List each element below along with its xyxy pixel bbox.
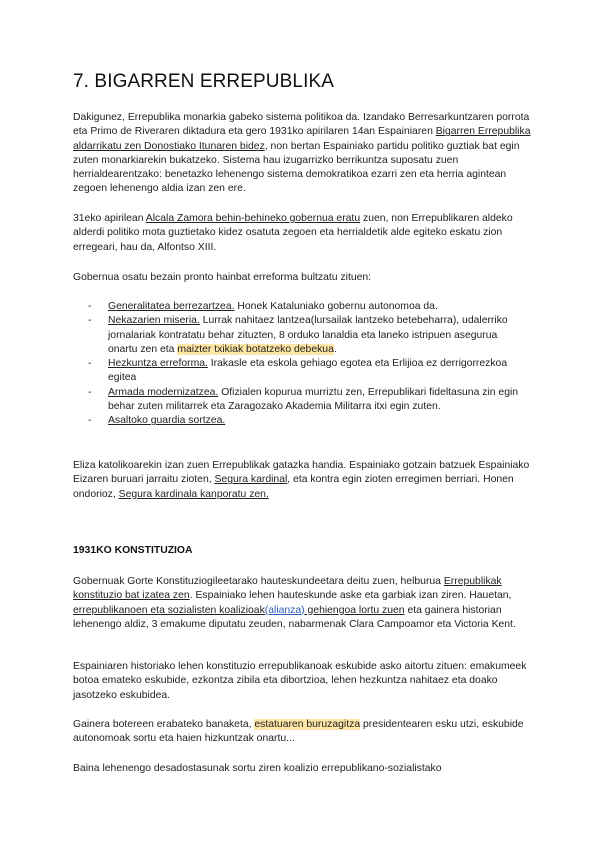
list-item [88,386,528,415]
paragraph-text: , non bertan Espainiako partidu politiko guztiak bat egin zuten monarkiarekin bukatzeko. Sistema hau izugarrizko berrikuntza suposatu zuen herrialdearentzako: benetazko lehenengo sistema demokratikoa ezarri zen eta herria agintean zegoen lehenengo aldia izan zen ere. [73,140,520,195]
paragraph-constitution [73,575,535,632]
list-item-heading: Generalitatea berrezartzea. [108,301,235,312]
paragraph-text: presidentearen esku utzi, eskubide autonomoak sortu eta haien hizkuntzak onartu... [73,719,524,745]
list-item [88,300,528,314]
section-heading: 1931KO KONSTITUZIOA [73,545,193,556]
paragraph-text: . Espainiako lehen hauteskunde aske eta garbiak izan ziren. Hauetan, [189,590,512,602]
list-item-text: Lurrak nahitaez lantzea(lursailak lantzeko betebeharra), udalerriko jornalariak kontratatu behar zituzten, 8 orduko lanaldia eta laneko istripuen asegurua onartu zen eta [108,315,508,355]
list-item-text: Honek Kataluniako gobernu autonomoa da. [234,301,438,312]
paragraph-intro [73,111,535,197]
underlined-text: Segura kardinal [214,474,288,486]
list-item [88,414,528,428]
paragraph-text: 31eko apirilean [73,213,146,224]
underlined-text: gehiengoa lortu zuen [304,604,405,616]
paragraph-text: Gobernuak Gorte Konstituziogileetarako hauteskundeetara deitu zuen, helburua [73,576,444,587]
list-dash: - [88,301,92,312]
paragraph-text: Dakigunez, Errepublika monarkia gabeko sistema politikoa da. Izandako Berresarkuntzaren porrota eta Primo de Riveraren diktadura eta gero 1931ko apirilaren 14an Espainiaren [73,112,530,138]
highlighted-text: maizter txikiak botatzeko debekua [177,343,334,355]
paragraph-powers [73,718,535,747]
list-item-heading: Hezkuntza erreforma. [108,358,208,370]
paragraph-reforms-intro: Gobernua osatu bezain pronto hainbat erreforma bultzatu zituen: [73,272,372,283]
underlined-text: errepublikanoen eta sozialisten koalizioak [73,604,265,616]
paragraph-text: , eta kontra egin zioten erregimen berriari. Honen ondorioz, [73,474,514,500]
list-item-text: Irakasle eta eskola gehiago egotea eta Erlijioa ez derrigorrezkoa egitea [108,358,508,384]
list-item-text: . [333,343,337,355]
list-item-heading: Armada modernizatzea. [108,386,219,398]
list-item [88,314,528,357]
underlined-text: Errepublikak konstituzio bat izatea zen [73,576,502,602]
list-item-text: Ofizialen kopurua murriztu zen, Errepublikari fideltasuna zin egin behar zuten militarrek eta Zaragozako Akademia Militarra itxi egin zuten. [108,386,519,413]
page-title: 7. BIGARREN ERREPUBLIKA [73,71,334,92]
underlined-text: Bigarren Errepublika aldarrikatu zen Donostiako Itunaren bidez [73,126,531,152]
underlined-text: Segura kardinala kanporatu zen. [118,488,269,500]
paragraph-text: zuen, non Errepublikaren aldeko alderdi politiko mota guztietako kidez osatuta zegoen eta herrialdetik alde egiteko eskatu zion erregeari, hau da, Alfontso XIII. [73,213,513,253]
list-dash: - [88,415,92,427]
list-item [88,357,528,386]
paragraph-government [73,212,535,255]
paragraph-text: Gainera botereen erabateko banaketa, [73,719,255,730]
alianza-link[interactable]: (alianza) [264,604,305,616]
reforms-list [88,300,528,429]
paragraph-disagreements: Baina lehenengo desadostasunak sortu ziren koalizio errepublikano-sozialistako [73,763,442,774]
list-dash: - [88,315,92,327]
highlighted-text: estatuaren buruzagitza [254,719,361,730]
list-dash: - [88,386,92,398]
paragraph-text: eta gainera historian lehenengo aldiz, 3 emakume diputatu zeuden, nabarmenak Clara Campoamor eta Victoria Kent. [73,604,516,630]
underlined-text: Alcala Zamora behin-behineko gobernua eratu [145,213,361,224]
list-dash: - [88,358,92,370]
paragraph-text: Eliza katolikoarekin izan zuen Errepublikak gatazka handia. Espainiako gotzain batzuek Espainiako Eizaren buruari jarraitu zioten, [73,460,530,486]
paragraph-church [73,459,535,502]
list-item-heading: Nekazarien miseria. [108,315,200,327]
paragraph-rights: Espainiaren historiako lehen konstituzio errepublikanoak eskubide asko aitortu zituen: emakumeek botoa emateko eskubide, ezkontza zibila eta dibortzioa, lehen hezkuntza nahitaez eta doako jasotzeko eskubidea. [73,661,527,701]
list-item-heading: Asaltoko guardia sortzea. [108,415,226,427]
